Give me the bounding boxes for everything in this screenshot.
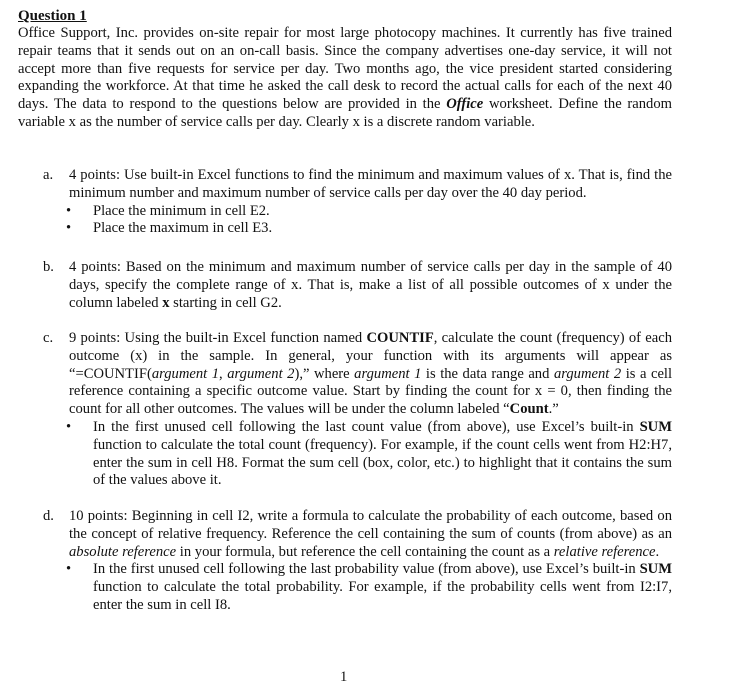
item-d: [43, 508, 672, 615]
bullet-dot-icon: •: [66, 418, 72, 435]
text-run: ),” where: [294, 365, 355, 382]
text-run: 4 points: Use built-in Excel functions to find the minimum and maximum values of x. That is, find the minimum number and maximum number of service calls per day over the 40 day period.: [69, 167, 672, 201]
text-run: Place the minimum in cell E2.: [93, 202, 270, 219]
bullet-item: [43, 203, 672, 221]
text-run: relative reference: [553, 543, 656, 560]
question-intro: [18, 25, 672, 132]
bullet-item: [43, 220, 672, 238]
text-run: Office: [446, 96, 484, 113]
item-b: [43, 259, 672, 312]
text-run: worksheet. Define the random variable x as the number of service calls per day. Clearly x is a discrete random variable.: [18, 96, 672, 130]
text-run: x: [162, 294, 170, 311]
item-b-text: [69, 259, 672, 312]
bullet-dot-icon: •: [66, 220, 72, 237]
page-number: 1: [340, 669, 348, 685]
item-d-bullets: [43, 561, 672, 614]
text-run: 9 points: Using the built-in Excel function named: [69, 330, 367, 346]
text-run: , calculate the count (frequency) of each outcome (x) in the sample. In general, your function with its arguments will appear as “=COUNTIF(: [69, 330, 672, 382]
text-run: Place the maximum in cell E3.: [93, 220, 273, 237]
text-run: argument 1: [354, 365, 422, 382]
question-title: Question 1: [18, 8, 87, 24]
text-run: In the first unused cell following the last count value (from above), use Excel’s built-in: [93, 418, 640, 435]
text-run: ,: [219, 365, 228, 382]
text-run: function to calculate the total count (frequency). For example, if the count cells went from H2:H7, enter the sum in cell H8. Format the sum cell (box, color, etc.) to highlight that it contains the sum of the values above it.: [93, 436, 672, 489]
bullet-dot-icon: •: [66, 561, 72, 578]
text-run: .”: [548, 401, 559, 418]
text-run: 4 points: Based on the minimum and maximum number of service calls per day in the sample of 40 days, specify the complete range of x. That is, make a list of all possible outcomes of x under the column labeled: [69, 259, 672, 311]
text-run: COUNTIF: [366, 330, 434, 346]
text-run: argument 1: [151, 365, 220, 382]
text-run: Count: [509, 401, 549, 418]
item-a-letter: a.: [43, 167, 54, 183]
item-a-text: [69, 167, 672, 203]
text-run: 10 points: Beginning in cell I2, write a formula to calculate the probability of each outcome, based on the concept of relative frequency. Reference the cell containing the sum of counts (from above) as an: [69, 508, 672, 542]
item-b-letter: b.: [43, 259, 54, 275]
text-run: .: [655, 543, 660, 560]
text-run: starting in cell G2.: [169, 294, 282, 311]
item-a: [43, 167, 672, 238]
item-d-text: [69, 508, 672, 561]
text-run: is the data range and: [421, 365, 554, 382]
text-run: absolute reference: [69, 543, 177, 560]
text-run: argument 2: [553, 365, 622, 382]
item-c: [43, 330, 672, 490]
text-run: SUM: [639, 418, 672, 435]
text-run: function to calculate the total probability. For example, if the probability cells went from I2:I7, enter the sum in cell I8.: [93, 579, 672, 613]
item-d-letter: d.: [43, 508, 54, 524]
item-c-text: [69, 330, 672, 419]
text-run: argument 2: [227, 365, 295, 382]
text-run: SUM: [639, 561, 672, 578]
text-run: in your formula, but reference the cell containing the count as a: [176, 543, 554, 560]
text-run: is a cell reference containing a specific outcome value. Start by finding the count for x = 0, then finding the count for all other outcomes. The values will be under the column labeled “: [69, 365, 673, 418]
text-run: In the first unused cell following the last probability value (from above), use Excel’s built-in: [93, 561, 640, 578]
text-run: Office Support, Inc. provides on-site repair for most large photocopy machines. It currently has five trained repair teams that it sends out on an on-call basis. Since the company advertises one-day service, it will not accept more than five requests for service per day. Two months ago, the vice president started considering expanding the workforce. At that time he asked the call desk to record the actual calls for each of the next 40 days. The data to respond to the questions below are provided in the: [18, 25, 672, 113]
bullet-dot-icon: •: [66, 202, 72, 219]
item-c-letter: c.: [43, 330, 54, 346]
item-a-bullets: [43, 203, 672, 239]
bullet-item: [43, 561, 672, 614]
item-c-bullets: [43, 419, 672, 490]
bullet-item: [43, 419, 672, 490]
